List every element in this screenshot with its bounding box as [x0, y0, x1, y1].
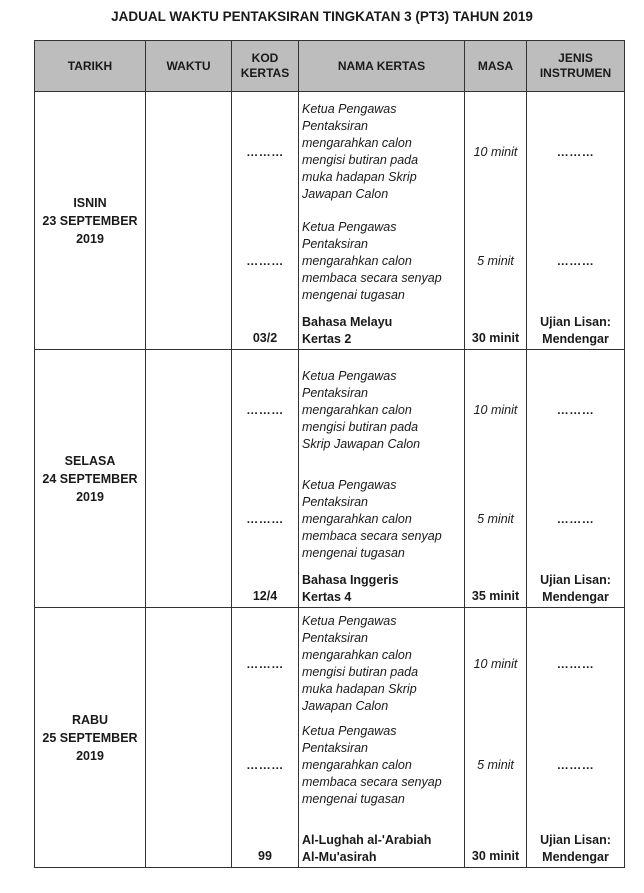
- kod-kertas-segment: [232, 470, 298, 568]
- waktu-cell: [146, 350, 232, 608]
- header-kod-kertas: [232, 41, 299, 92]
- nama-line: Pentaksiran: [302, 740, 369, 755]
- kod-kertas-segment: [232, 608, 298, 720]
- nama-kertas-cell: [299, 92, 465, 350]
- nama-line: Ketua Pengawas: [302, 723, 397, 738]
- date-date: 25 SEPTEMBER: [42, 730, 138, 745]
- jenis-instrumen-value: [540, 832, 611, 866]
- document-title: JADUAL WAKTU PENTAKSIRAN TINGKATAN 3 (PT3) TAHUN 2019: [111, 9, 533, 24]
- date-day: SELASA: [64, 453, 116, 468]
- kod-kertas-value: ………: [246, 254, 284, 268]
- nama-line: membaca secara senyap: [302, 774, 442, 789]
- kod-kertas-value: ………: [246, 758, 284, 772]
- nama-kertas-segment: [299, 310, 464, 349]
- instruction-text: [299, 101, 418, 203]
- kod-kertas-segment: [232, 810, 298, 867]
- nama-line: membaca secara senyap: [302, 270, 442, 285]
- masa-segment: [465, 350, 526, 470]
- nama-line: Ketua Pengawas: [302, 477, 397, 492]
- masa-cell: [465, 608, 527, 868]
- jenis-line: Mendengar: [542, 850, 609, 864]
- kod-kertas-segment: [232, 568, 298, 607]
- nama-line: Pentaksiran: [302, 385, 369, 400]
- jenis-instrumen-cell: [527, 608, 625, 868]
- nama-line: Ketua Pengawas: [302, 368, 397, 383]
- nama-line: Kertas 4: [302, 590, 352, 604]
- day-row: [35, 92, 625, 350]
- nama-line: mengarahkan calon: [302, 757, 412, 772]
- jenis-instrumen-segment: [527, 568, 624, 607]
- date-year: 2019: [76, 231, 104, 246]
- jenis-instrumen-value: [540, 314, 611, 348]
- header-masa: MASA: [465, 41, 527, 92]
- masa-value: 10 minit: [473, 657, 518, 671]
- nama-line: Pentaksiran: [302, 494, 369, 509]
- masa-segment: [465, 810, 526, 867]
- date-cell: [35, 92, 146, 350]
- date-day: RABU: [71, 712, 109, 727]
- kod-kertas-value: ………: [246, 145, 284, 159]
- jenis-line: Ujian Lisan:: [540, 315, 611, 329]
- nama-line: Pentaksiran: [302, 119, 369, 133]
- instruction-text: [299, 723, 442, 808]
- nama-kertas-cell: [299, 608, 465, 868]
- header-jenis-instrumen: [527, 41, 625, 92]
- kod-kertas-segment: [232, 92, 298, 212]
- nama-line: Kertas 2: [302, 332, 352, 346]
- paper-name: [299, 572, 399, 606]
- kod-kertas-value: 03/2: [252, 331, 278, 345]
- masa-segment: [465, 568, 526, 607]
- nama-line: mengarahkan calon: [302, 253, 412, 268]
- header-tarikh: TARIKH: [35, 41, 146, 92]
- kod-kertas-value: 99: [258, 849, 272, 863]
- date-cell: [35, 350, 146, 608]
- jenis-line: Ujian Lisan:: [540, 833, 611, 847]
- instruction-text: [299, 613, 418, 715]
- day-row: [35, 350, 625, 608]
- instruction-text: [299, 219, 442, 304]
- nama-line: Jawapan Calon: [302, 187, 389, 201]
- nama-line: Bahasa Inggeris: [302, 573, 399, 587]
- jenis-line: Mendengar: [542, 332, 609, 346]
- jenis-instrumen-value: [557, 253, 595, 270]
- masa-cell: [465, 92, 527, 350]
- paper-name: [299, 314, 392, 348]
- nama-line: Ketua Pengawas: [302, 219, 397, 234]
- jenis-instrumen-cell: [527, 92, 625, 350]
- nama-line: membaca secara senyap: [302, 528, 442, 543]
- masa-segment: [465, 212, 526, 310]
- nama-line: mengarahkan calon: [302, 511, 412, 526]
- jenis-line: Ujian Lisan:: [540, 573, 611, 587]
- jenis-line: ………: [556, 402, 595, 417]
- nama-kertas-segment: [299, 350, 464, 470]
- nama-line: mengisi butiran pada: [302, 153, 419, 167]
- masa-segment: [465, 470, 526, 568]
- jenis-line: ………: [556, 144, 595, 159]
- jenis-instrumen-segment: [527, 212, 624, 310]
- header-kod-line2: KERTAS: [240, 66, 290, 80]
- date-cell: [35, 608, 146, 868]
- kod-kertas-value: ………: [246, 403, 284, 417]
- date-year: 2019: [76, 748, 104, 763]
- nama-line: mengenai tugasan: [302, 287, 405, 302]
- nama-kertas-segment: [299, 212, 464, 310]
- jenis-instrumen-segment: [527, 720, 624, 810]
- kod-kertas-cell: [232, 350, 299, 608]
- kod-kertas-cell: [232, 608, 299, 868]
- nama-kertas-segment: [299, 608, 464, 720]
- kod-kertas-segment: [232, 350, 298, 470]
- masa-value: 30 minit: [471, 331, 520, 345]
- nama-line: Skrip Jawapan Calon: [302, 436, 421, 451]
- nama-line: Al-Mu'asirah: [302, 850, 377, 864]
- schedule-table: [34, 40, 625, 868]
- nama-line: mengarahkan calon: [302, 648, 412, 662]
- header-waktu: WAKTU: [146, 41, 232, 92]
- nama-line: mengarahkan calon: [302, 136, 412, 150]
- kod-kertas-segment: [232, 720, 298, 810]
- jenis-instrumen-value: [557, 511, 595, 528]
- instruction-text: [299, 477, 442, 562]
- masa-value: 5 minit: [477, 758, 514, 772]
- jenis-line: ………: [556, 253, 595, 268]
- header-nama-kertas: NAMA KERTAS: [299, 41, 465, 92]
- jenis-line: ………: [556, 511, 595, 526]
- nama-line: Pentaksiran: [302, 631, 369, 645]
- nama-kertas-segment: [299, 720, 464, 810]
- masa-cell: [465, 350, 527, 608]
- date-year: 2019: [76, 489, 104, 504]
- jenis-instrumen-segment: [527, 350, 624, 470]
- masa-value: 10 minit: [473, 145, 518, 159]
- waktu-cell: [146, 92, 232, 350]
- masa-segment: [465, 92, 526, 212]
- jenis-instrumen-segment: [527, 608, 624, 720]
- masa-segment: [465, 608, 526, 720]
- waktu-cell: [146, 608, 232, 868]
- nama-kertas-segment: [299, 568, 464, 607]
- paper-name: [299, 832, 431, 866]
- jenis-instrumen-segment: [527, 810, 624, 867]
- nama-line: Jawapan Calon: [302, 699, 389, 713]
- nama-line: mengenai tugasan: [302, 791, 405, 806]
- nama-line: Al-Lughah al-'Arabiah: [302, 833, 432, 847]
- date-date: 23 SEPTEMBER: [42, 213, 138, 228]
- masa-value: 30 minit: [471, 849, 520, 863]
- kod-kertas-cell: [232, 92, 299, 350]
- jenis-instrumen-segment: [527, 470, 624, 568]
- nama-kertas-segment: [299, 92, 464, 212]
- date-day: ISNIN: [73, 195, 107, 210]
- masa-segment: [465, 720, 526, 810]
- nama-line: mengarahkan calon: [302, 402, 412, 417]
- masa-value: 10 minit: [473, 403, 518, 417]
- nama-kertas-segment: [299, 470, 464, 568]
- kod-kertas-value: ………: [246, 512, 284, 526]
- masa-value: 5 minit: [477, 254, 514, 268]
- date-date: 24 SEPTEMBER: [42, 471, 138, 486]
- jenis-instrumen-value: [540, 572, 611, 606]
- nama-kertas-cell: [299, 350, 465, 608]
- jenis-instrumen-value: [557, 757, 595, 774]
- header-jenis-line1: JENIS: [558, 51, 593, 65]
- masa-value: 5 minit: [477, 512, 514, 526]
- nama-line: Bahasa Melayu: [302, 315, 393, 329]
- kod-kertas-value: 12/4: [252, 589, 278, 603]
- jenis-instrumen-cell: [527, 350, 625, 608]
- nama-line: Pentaksiran: [302, 236, 369, 251]
- masa-segment: [465, 310, 526, 349]
- header-row: [35, 41, 625, 92]
- header-kod-line1: KOD: [251, 51, 279, 65]
- nama-line: mengenai tugasan: [302, 545, 405, 560]
- day-row: [35, 608, 625, 868]
- jenis-instrumen-value: [557, 656, 595, 673]
- nama-line: muka hadapan Skrip: [302, 170, 417, 184]
- jenis-line: ………: [556, 757, 595, 772]
- nama-kertas-segment: [299, 810, 464, 867]
- jenis-line: Mendengar: [542, 590, 609, 604]
- jenis-instrumen-segment: [527, 92, 624, 212]
- jenis-line: ………: [556, 656, 595, 671]
- kod-kertas-segment: [232, 310, 298, 349]
- kod-kertas-segment: [232, 212, 298, 310]
- nama-line: mengisi butiran pada: [302, 419, 419, 434]
- kod-kertas-value: ………: [246, 657, 284, 671]
- masa-value: 35 minit: [471, 589, 520, 603]
- nama-line: Ketua Pengawas: [302, 102, 397, 116]
- jenis-instrumen-value: [557, 402, 595, 419]
- jenis-instrumen-value: [557, 144, 595, 161]
- header-jenis-line2: INSTRUMEN: [539, 66, 612, 80]
- instruction-text: [299, 368, 420, 453]
- jenis-instrumen-segment: [527, 310, 624, 349]
- nama-line: muka hadapan Skrip: [302, 682, 417, 696]
- nama-line: mengisi butiran pada: [302, 665, 419, 679]
- nama-line: Ketua Pengawas: [302, 614, 397, 628]
